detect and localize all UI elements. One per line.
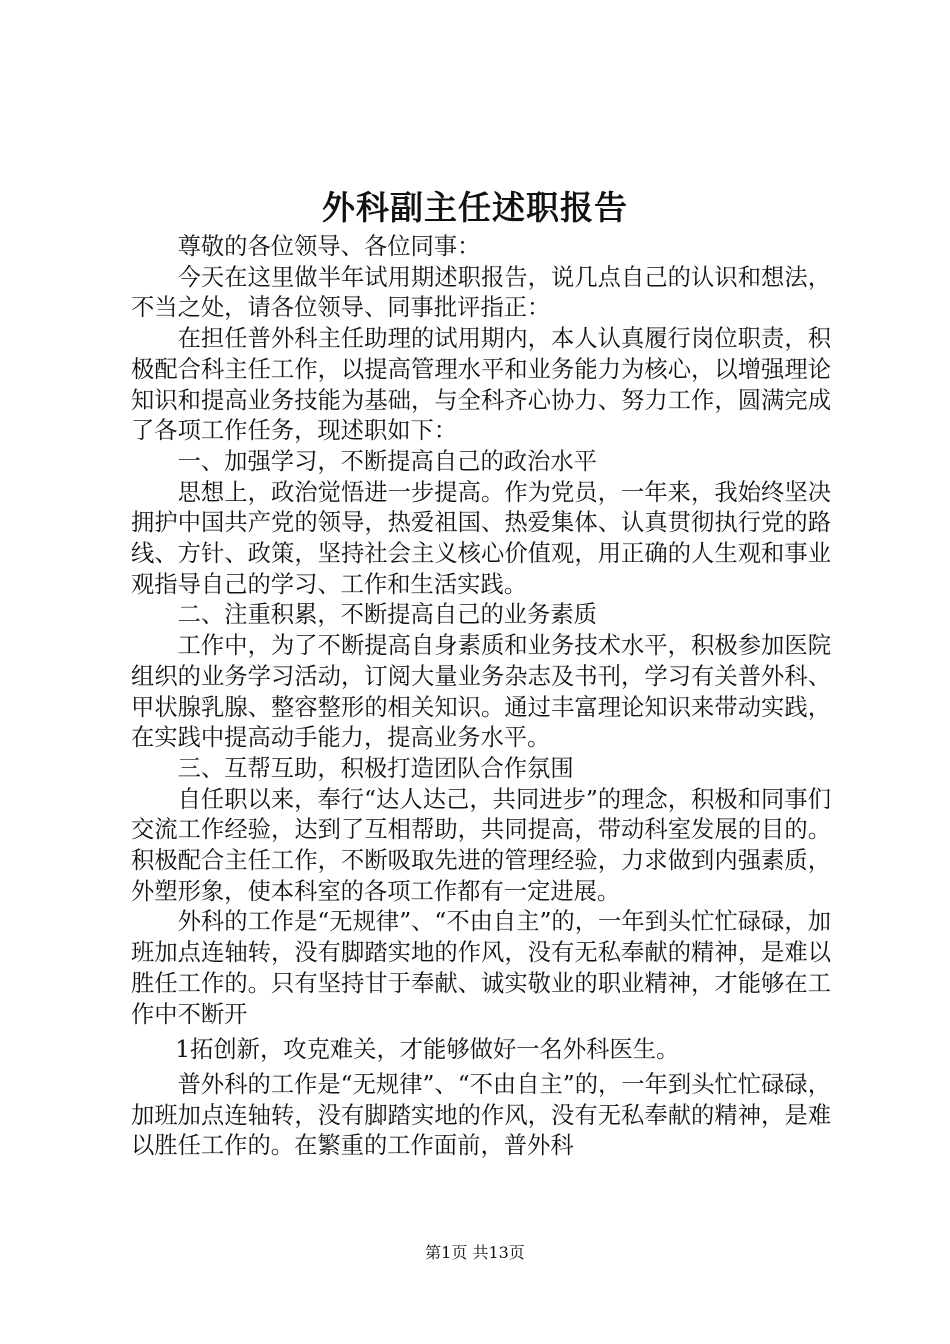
paragraph-overview: 在担任普外科主任助理的试用期内，本人认真履行岗位职责，积极配合科主任工作，以提高管理水平和业务能力为核心，以增强理论知识和提高业务技能为基础，与全科齐心协力、努力工作，圆满完成了各项工作任务，现述职如下： bbox=[131, 325, 831, 445]
paragraph-intro: 今天在这里做半年试用期述职报告，说几点自己的认识和想法，不当之处，请各位领导、同事批评指正： bbox=[131, 263, 831, 322]
paragraph-teamwork: 自任职以来，奉行“达人达己，共同进步”的理念，积极和同事们交流工作经验，达到了互相帮助，共同提高，带动科室发展的目的。积极配合主任工作，不断吸取先进的管理经验，力求做到内强素质，外塑形象，使本科室的各项工作都有一定进展。 bbox=[131, 785, 831, 905]
page-number: 第1页 共13页 bbox=[425, 1243, 525, 1262]
paragraph-professional: 工作中，为了不断提高自身素质和业务技术水平，积极参加医院组织的业务学习活动，订阅大量业务杂志及书刊，学习有关普外科、甲状腺乳腺、整容整形的相关知识。通过丰富理论知识来带动实践，在实践中提高动手能力，提高业务水平。 bbox=[131, 632, 831, 752]
section-heading-1: 一、加强学习，不断提高自己的政治水平 bbox=[177, 447, 597, 475]
paragraph-general-surgery: 普外科的工作是“无规律”、“不由自主”的，一年到头忙忙碌碌，加班加点连轴转，没有脚踏实地的作风，没有无私奉献的精神，是难以胜任工作的。在繁重的工作面前，普外科 bbox=[131, 1070, 831, 1160]
section-heading-3: 三、互帮互助，积极打造团队合作氛围 bbox=[177, 754, 574, 782]
salutation: 尊敬的各位领导、各位同事： bbox=[177, 233, 481, 260]
paragraph-surgery-work: 外科的工作是“无规律”、“不由自主”的，一年到头忙忙碌碌，加班加点连轴转，没有脚踏实地的作风，没有无私奉献的精神，是难以胜任工作的。只有坚持甘于奉献、诚实敬业的职业精神，才能够在工作中不断开 bbox=[131, 908, 831, 1028]
paragraph-fragment: 1拓创新，攻克难关，才能够做好一名外科医生。 bbox=[175, 1036, 680, 1064]
document-body bbox=[131, 232, 831, 1162]
paragraph-political: 思想上，政治觉悟进一步提高。作为党员，一年来，我始终坚决拥护中国共产党的领导，热爱祖国、热爱集体、认真贯彻执行党的路线、方针、政策，坚持社会主义核心价值观，用正确的人生观和事业观指导自己的学习、工作和生活实践。 bbox=[131, 478, 831, 598]
document-title: 外科副主任述职报告 bbox=[322, 188, 628, 227]
section-heading-2: 二、注重积累，不断提高自己的业务素质 bbox=[177, 601, 597, 629]
